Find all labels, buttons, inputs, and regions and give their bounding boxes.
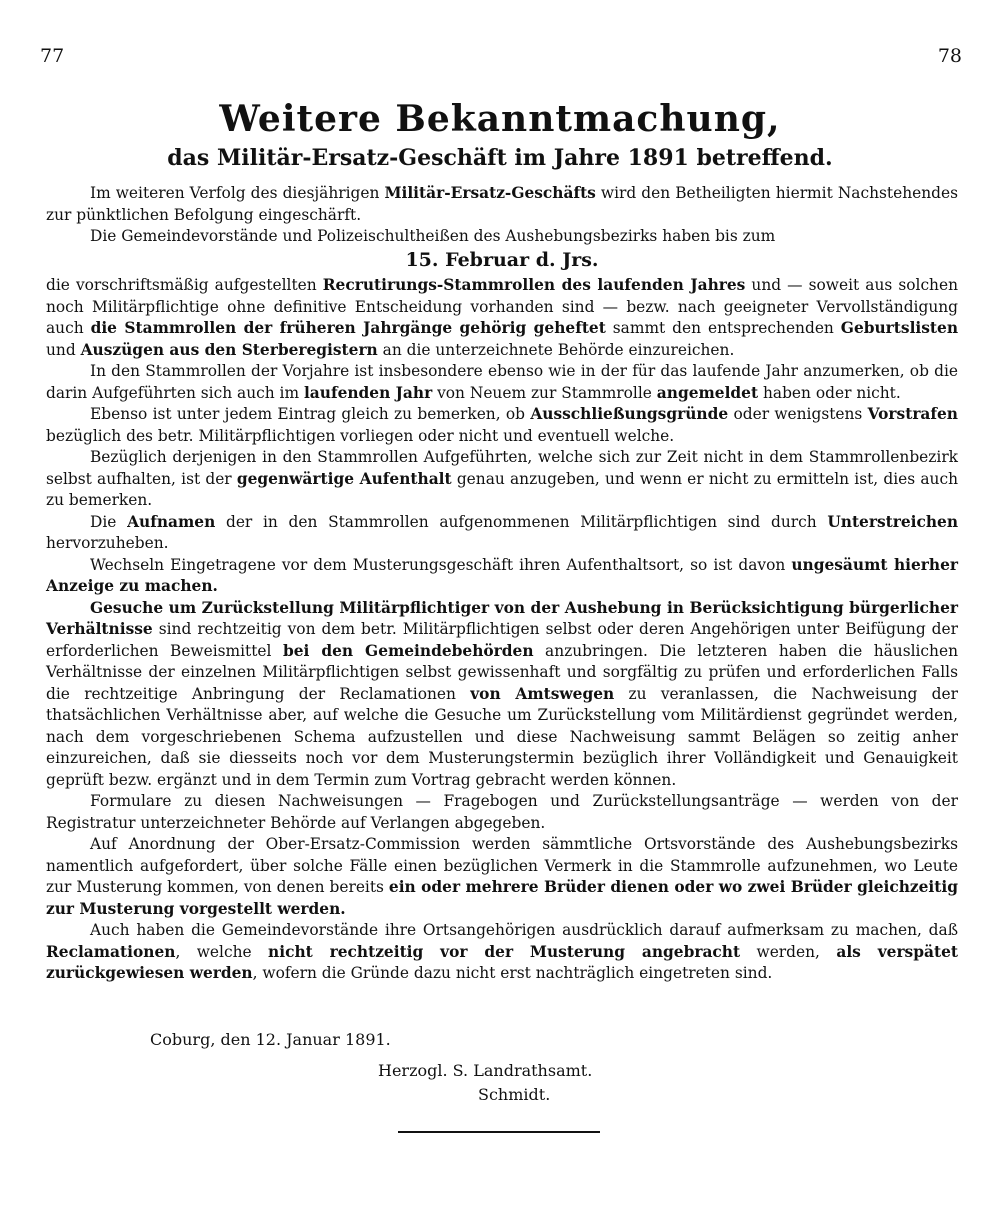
paragraph-8: Wechseln Eingetragene vor dem Musterungsgeschäft ihren Aufenthaltsort, so ist davon ungesäumt hierher Anzeige zu machen. — [46, 555, 959, 595]
issuing-office: Herzogl. S. Landrathsamt. — [378, 1061, 593, 1080]
closing-block — [0, 1028, 1000, 1107]
paragraph-7: Die Aufnamen der in den Stammrollen aufgenommenen Militärpflichtigen sind durch Unterstreichen hervorzuheben. — [46, 512, 959, 552]
paragraph-6: Bezüglich derjenigen in den Stammrollen Aufgeführten, welche sich zur Zeit nicht in dem Stammrollenbezirk selbst aufhalten, ist der gegenwärtige Aufenthalt genau anzugeben, und wenn er nicht zu ermitteln ist, dies auch zu bemerken. — [46, 448, 958, 509]
paragraph-10: Formulare zu diesen Nachweisungen — Fragebogen und Zurückstellungsanträge — werden von der Registratur unterzeichneter Behörde auf Verlangen abgegeben. — [46, 792, 958, 832]
place-date: Coburg, den 12. Januar 1891. — [150, 1030, 391, 1049]
paragraph-5: Ebenso ist unter jedem Eintrag gleich zu bemerken, ob Ausschließungsgründe oder wenigstens Vorstrafen bezüglich des betr. Militärpflichtigen vorliegen oder nicht und eventuell welche. — [46, 405, 958, 445]
paragraph-1: Im weiteren Verfolg des diesjährigen Militär-Ersatz-Geschäfts wird den Betheiligten hiermit Nachstehendes zur pünktlichen Befolgung eingeschärft. — [46, 184, 958, 224]
paragraph-11: Auf Anordnung der Ober-Ersatz-Commission werden sämmtliche Ortsvorstände des Aushebungsbezirks namentlich aufgefordert, über solche Fälle einen bezüglichen Vermerk in die Stammrolle aufzunehmen, wo Leute zur Musterung kommen, von denen bereits ein oder mehrere Brüder dienen oder wo zwei Brüder gleichzeitig zur Musterung vorgestellt werden. — [46, 835, 958, 918]
signature-name: Schmidt. — [478, 1085, 551, 1104]
deadline-date: 15. Februar d. Jrs. — [405, 248, 599, 271]
closing-rule — [398, 1131, 600, 1133]
paragraph-12: Auch haben die Gemeindevorstände ihre Ortsangehörigen ausdrücklich darauf aufmerksam zu machen, daß Reclamationen, welche nicht rechtzeitig vor der Musterung angebracht werden, als verspätet zurückgewiesen werden, wofern die Gründe dazu nicht erst nachträglich eingetreten sind. — [46, 921, 958, 982]
paragraph-9: Gesuche um Zurückstellung Militärpflichtiger von der Aushebung in Berücksichtigung bürgerlicher Verhältnisse sind rechtzeitig von dem betr. Militärpflichtigen selbst oder deren Angehörigen unter Beifügung der erforderlichen Beweismittel bei den Gemeindebehörden anzubringen. Die letzteren haben die häuslichen Verhältnisse der einzelnen Militärpflichtigen selbst gewissenhaft und sorgfältig zu prüfen und erforderlichen Falls die rechtzeitige Anbringung der Reclamationen von Amtswegen zu veranlassen, die Nachweisung der thatsächlichen Verhältnisse aber, auf welche die Gesuche um Zurückstellung vom Militärdienst gegründet werden, nach dem vorgeschriebenen Schema aufzustellen und diese Nachweisung sammt Belägen so zeitig anher einzureichen, daß sie diesseits noch vor dem Musterungstermin bezüglich ihrer Volländigkeit und Genauigkeit geprüft bezw. ergänzt und in dem Termin zum Vortrag gebracht werden können. — [46, 598, 958, 789]
document-subtitle: das Militär-Ersatz-Geschäft im Jahre 1891 betreffend. — [167, 145, 833, 171]
document-body — [46, 183, 958, 985]
paragraph-4: In den Stammrollen der Vorjahre ist insbesondere ebenso wie in der für das laufende Jahr anzumerken, ob die darin Aufgeführten sich auch im laufenden Jahr von Neuem zur Stammrolle angemeldet haben oder nicht. — [46, 362, 958, 402]
paragraph-2: Die Gemeindevorstände und Polizeischultheißen des Aushebungsbezirks haben bis zum — [90, 227, 776, 245]
paragraph-3: die vorschriftsmäßig aufgestellten Recrutirungs-Stammrollen des laufenden Jahres und — soweit aus solchen noch Militärpflichtige ohne definitive Entscheidung vorhanden sind — bezw. nach geeigneter Vervollständigung auch die Stammrollen der früheren Jahrgänge gehörig geheftet sammt den entsprechenden Geburtslisten und Auszügen aus den Sterberegistern an die unterzeichnete Behörde einzureichen. — [46, 276, 959, 359]
page-number-right: 78 — [937, 45, 962, 67]
document-title: Weitere Bekanntmachung, — [219, 98, 781, 140]
page-number-left: 77 — [40, 45, 65, 67]
